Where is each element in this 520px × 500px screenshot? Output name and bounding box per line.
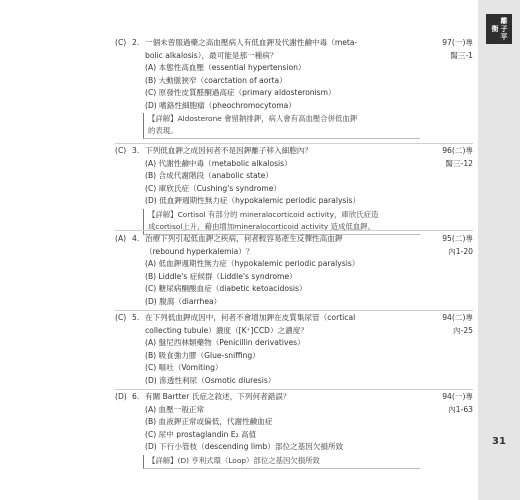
chapter-label: 離子平衡 bbox=[486, 14, 512, 44]
explanation-line: 成cortisol上升，藉由增加mineralocorticoid activity 造成低血鉀。 bbox=[148, 221, 375, 231]
option-b: (B) 血液鉀正常或偏低，代謝性鹼血症 bbox=[145, 417, 273, 426]
answer-key: (D) bbox=[115, 392, 127, 401]
explanation-line: 【詳解】(D) 亨利式環（Loop）部位之基因欠損所致 bbox=[148, 455, 320, 465]
question-stem: 下列低血鉀之成因何者不是因鉀離子移入細胞內？ bbox=[145, 146, 313, 155]
question-divider bbox=[115, 389, 473, 390]
option-c: (C) 庫欣氏症（Cushing's syndrome） bbox=[145, 183, 282, 193]
question-6 bbox=[115, 391, 473, 469]
chapter-side-tab bbox=[478, 0, 520, 500]
option-c: (C) 尿中 prostaglandin E₂ 高值 bbox=[145, 429, 257, 439]
question-3 bbox=[115, 145, 473, 235]
option-c: (C) 原發性皮質醛酮過高症（primary aldosteronism） bbox=[145, 88, 336, 97]
exam-code: 醫三-12 bbox=[445, 158, 473, 168]
explanation-box bbox=[143, 455, 420, 469]
question-5 bbox=[115, 312, 473, 387]
option-d: (D) 下行小管枝（descending limb）部位之基因欠損所致 bbox=[145, 442, 344, 451]
option-b: (B) 大動脈狹窄（coarctation of aorta） bbox=[145, 75, 287, 85]
exam-code: 內-25 bbox=[453, 325, 473, 335]
option-a: (A) 低血鉀週期性無力症（hypokalemic periodic paralysis） bbox=[145, 259, 360, 268]
question-divider bbox=[115, 310, 473, 311]
option-d: (D) 滲透性利尿（Osmotic diuresis） bbox=[145, 375, 276, 385]
exam-source: 96(二)專 bbox=[442, 146, 473, 155]
option-d: (D) 低血鉀週期性無力症（hypokalemic periodic paralysis） bbox=[145, 196, 361, 205]
question-number: 4. bbox=[132, 234, 140, 243]
option-b: (B) 合成代謝階段（anabolic state） bbox=[145, 171, 273, 180]
question-stem-continued: bolic alkalosis），最可能是那一種病？ bbox=[145, 50, 278, 60]
option-b: (B) 吸食強力膠（Glue-sniffing） bbox=[145, 350, 260, 360]
page-number: 31 bbox=[492, 436, 506, 447]
answer-key: (C) bbox=[115, 313, 127, 322]
exam-source: 94(一)專 bbox=[442, 392, 473, 401]
explanation-box bbox=[143, 113, 420, 139]
question-4 bbox=[115, 233, 473, 308]
explanation-line: 的表現。 bbox=[148, 126, 178, 135]
question-stem: 一個未曾服過藥之高血壓病人有低血鉀及代謝性鹼中毒（meta- bbox=[145, 38, 358, 47]
option-d: (D) 腹瀉（diarrhea） bbox=[145, 296, 222, 306]
answer-key: (A) bbox=[115, 234, 127, 243]
answer-key: (C) bbox=[115, 38, 127, 47]
question-stem: 治療下列引起低血鉀之疾病，何者較容易產生反彈性高血鉀 bbox=[145, 234, 343, 243]
question-number: 3. bbox=[132, 146, 140, 155]
question-number: 5. bbox=[132, 313, 140, 322]
exam-code: 內1-20 bbox=[448, 246, 473, 256]
exam-source: 97(一)專 bbox=[442, 38, 473, 47]
exam-source: 94(二)專 bbox=[442, 313, 473, 322]
option-a: (A) 盤尼西林類藥物（Penicillin derivatives） bbox=[145, 338, 305, 347]
exam-source: 95(二)專 bbox=[442, 234, 473, 243]
question-stem-continued: collecting tubule）濃度（[K⁺]CCD）之濃度？ bbox=[145, 325, 308, 335]
question-stem: 在下列低血鉀成因中，何者不會增加鉀在皮質集尿管（cortical bbox=[145, 313, 356, 322]
question-divider bbox=[115, 230, 473, 231]
question-2 bbox=[115, 37, 473, 139]
question-stem-continued: （rebound hyperkalemia）？ bbox=[145, 246, 254, 256]
option-c: (C) 糖尿病酮酸血症（diabetic ketoacidosis） bbox=[145, 284, 307, 293]
explanation-line: 【詳解】Aldosterone 會留鈉排鉀，病人會有高血壓合併低血鉀 bbox=[148, 114, 358, 123]
option-c: (C) 嘔吐（Vomiting） bbox=[145, 363, 223, 372]
option-a: (A) 血壓一般正常 bbox=[145, 404, 205, 414]
explanation-line: 【詳解】Cortisol 有部分的 mineralocorticoid activity，庫欣氏症造 bbox=[148, 209, 379, 219]
question-number: 2. bbox=[132, 38, 140, 47]
question-divider bbox=[115, 143, 473, 144]
option-a: (A) 本態性高血壓（essential hypertension） bbox=[145, 63, 306, 72]
exam-code: 內1-63 bbox=[448, 404, 473, 414]
option-a: (A) 代謝性鹼中毒（metabolic alkalosis） bbox=[145, 158, 292, 168]
answer-key: (C) bbox=[115, 146, 127, 155]
option-b: (B) Liddle's 症候群（Liddle's syndrome） bbox=[145, 271, 297, 281]
question-stem: 有關 Bartter 氏症之敘述，下列何者錯誤？ bbox=[145, 392, 291, 401]
exam-code: 醫三-1 bbox=[450, 50, 473, 60]
option-d: (D) 嗜鉻性細胞瘤（pheochromocytoma） bbox=[145, 100, 296, 110]
question-number: 6. bbox=[132, 392, 140, 401]
